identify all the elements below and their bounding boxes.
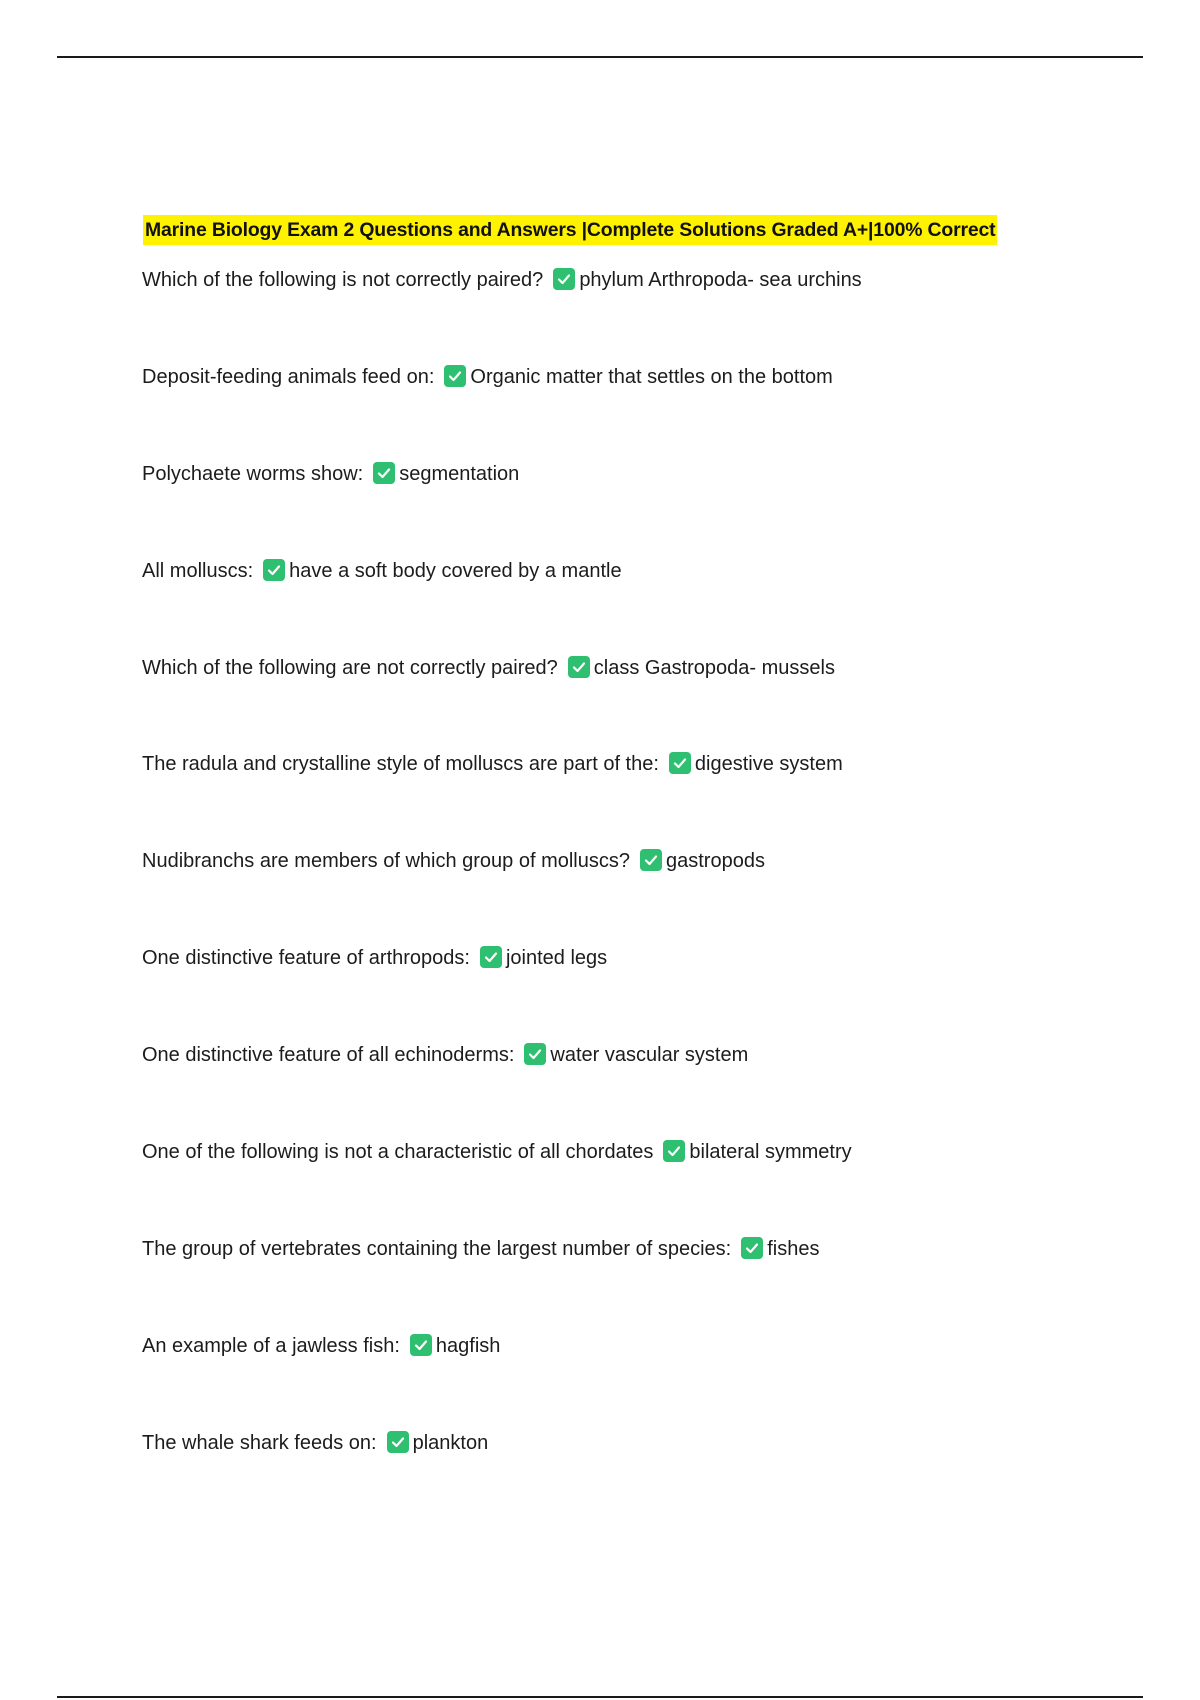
question-answer-list bbox=[142, 265, 862, 1525]
answer-text: phylum Arthropoda- sea urchins bbox=[579, 269, 862, 291]
question-text: Nudibranchs are members of which group of molluscs? bbox=[142, 850, 630, 873]
question-text: All molluscs: bbox=[142, 559, 254, 582]
question-answer-item bbox=[142, 1331, 862, 1428]
question-answer-item bbox=[142, 943, 862, 1040]
question-answer-item bbox=[142, 653, 862, 750]
check-mark-icon bbox=[640, 849, 662, 871]
answer-text: fishes bbox=[767, 1237, 820, 1260]
check-mark-icon bbox=[524, 1043, 546, 1065]
question-answer-item bbox=[142, 265, 862, 362]
question-text: An example of a jawless fish: bbox=[142, 1334, 400, 1357]
question-answer-item bbox=[142, 846, 862, 943]
check-mark-icon bbox=[480, 946, 502, 968]
check-mark-icon bbox=[741, 1237, 763, 1259]
check-mark-icon bbox=[568, 656, 590, 678]
header-rule bbox=[57, 56, 1143, 58]
check-mark-icon bbox=[553, 268, 575, 290]
question-text: Which of the following is not correctly paired? bbox=[142, 269, 544, 291]
answer-text: jointed legs bbox=[505, 947, 608, 970]
question-text: Polychaete worms show: bbox=[142, 462, 364, 485]
answer-text: water vascular system bbox=[550, 1044, 749, 1067]
answer-text: hagfish bbox=[435, 1334, 501, 1357]
document-title: Marine Biology Exam 2 Questions and Answers |Complete Solutions Graded A+|100% Correct bbox=[143, 215, 997, 245]
question-text: One of the following is not a characteristic of all chordates bbox=[142, 1141, 654, 1164]
answer-text: class Gastropoda- mussels bbox=[593, 656, 835, 679]
question-text: Deposit-feeding animals feed on: bbox=[142, 365, 435, 388]
question-text: The group of vertebrates containing the largest number of species: bbox=[142, 1237, 732, 1260]
check-mark-icon bbox=[669, 752, 691, 774]
answer-text: digestive system bbox=[694, 753, 843, 776]
answer-text: segmentation bbox=[399, 462, 520, 485]
answer-text: bilateral symmetry bbox=[689, 1141, 852, 1164]
question-text: One distinctive feature of arthropods: bbox=[142, 947, 470, 970]
question-text: The radula and crystalline style of molluscs are part of the: bbox=[142, 753, 659, 776]
check-mark-icon bbox=[410, 1334, 432, 1356]
question-answer-item bbox=[142, 362, 862, 459]
answer-text: Organic matter that settles on the bottom bbox=[470, 365, 833, 388]
question-answer-item bbox=[142, 1428, 862, 1525]
check-mark-icon bbox=[387, 1431, 409, 1453]
check-mark-icon bbox=[444, 365, 466, 387]
question-answer-item bbox=[142, 1040, 862, 1137]
check-mark-icon bbox=[373, 462, 395, 484]
question-answer-item bbox=[142, 1234, 862, 1331]
footer-rule bbox=[57, 1696, 1143, 1698]
question-text: One distinctive feature of all echinoderms: bbox=[142, 1044, 515, 1067]
check-mark-icon bbox=[663, 1140, 685, 1162]
answer-text: gastropods bbox=[666, 850, 765, 873]
question-answer-item bbox=[142, 556, 862, 653]
answer-text: have a soft body covered by a mantle bbox=[289, 559, 622, 582]
question-text: The whale shark feeds on: bbox=[142, 1431, 377, 1454]
question-answer-item bbox=[142, 459, 862, 556]
question-answer-item bbox=[142, 1137, 862, 1234]
answer-text: plankton bbox=[412, 1431, 489, 1454]
question-text: Which of the following are not correctly paired? bbox=[142, 656, 558, 679]
question-answer-item bbox=[142, 749, 862, 846]
check-mark-icon bbox=[263, 559, 285, 581]
